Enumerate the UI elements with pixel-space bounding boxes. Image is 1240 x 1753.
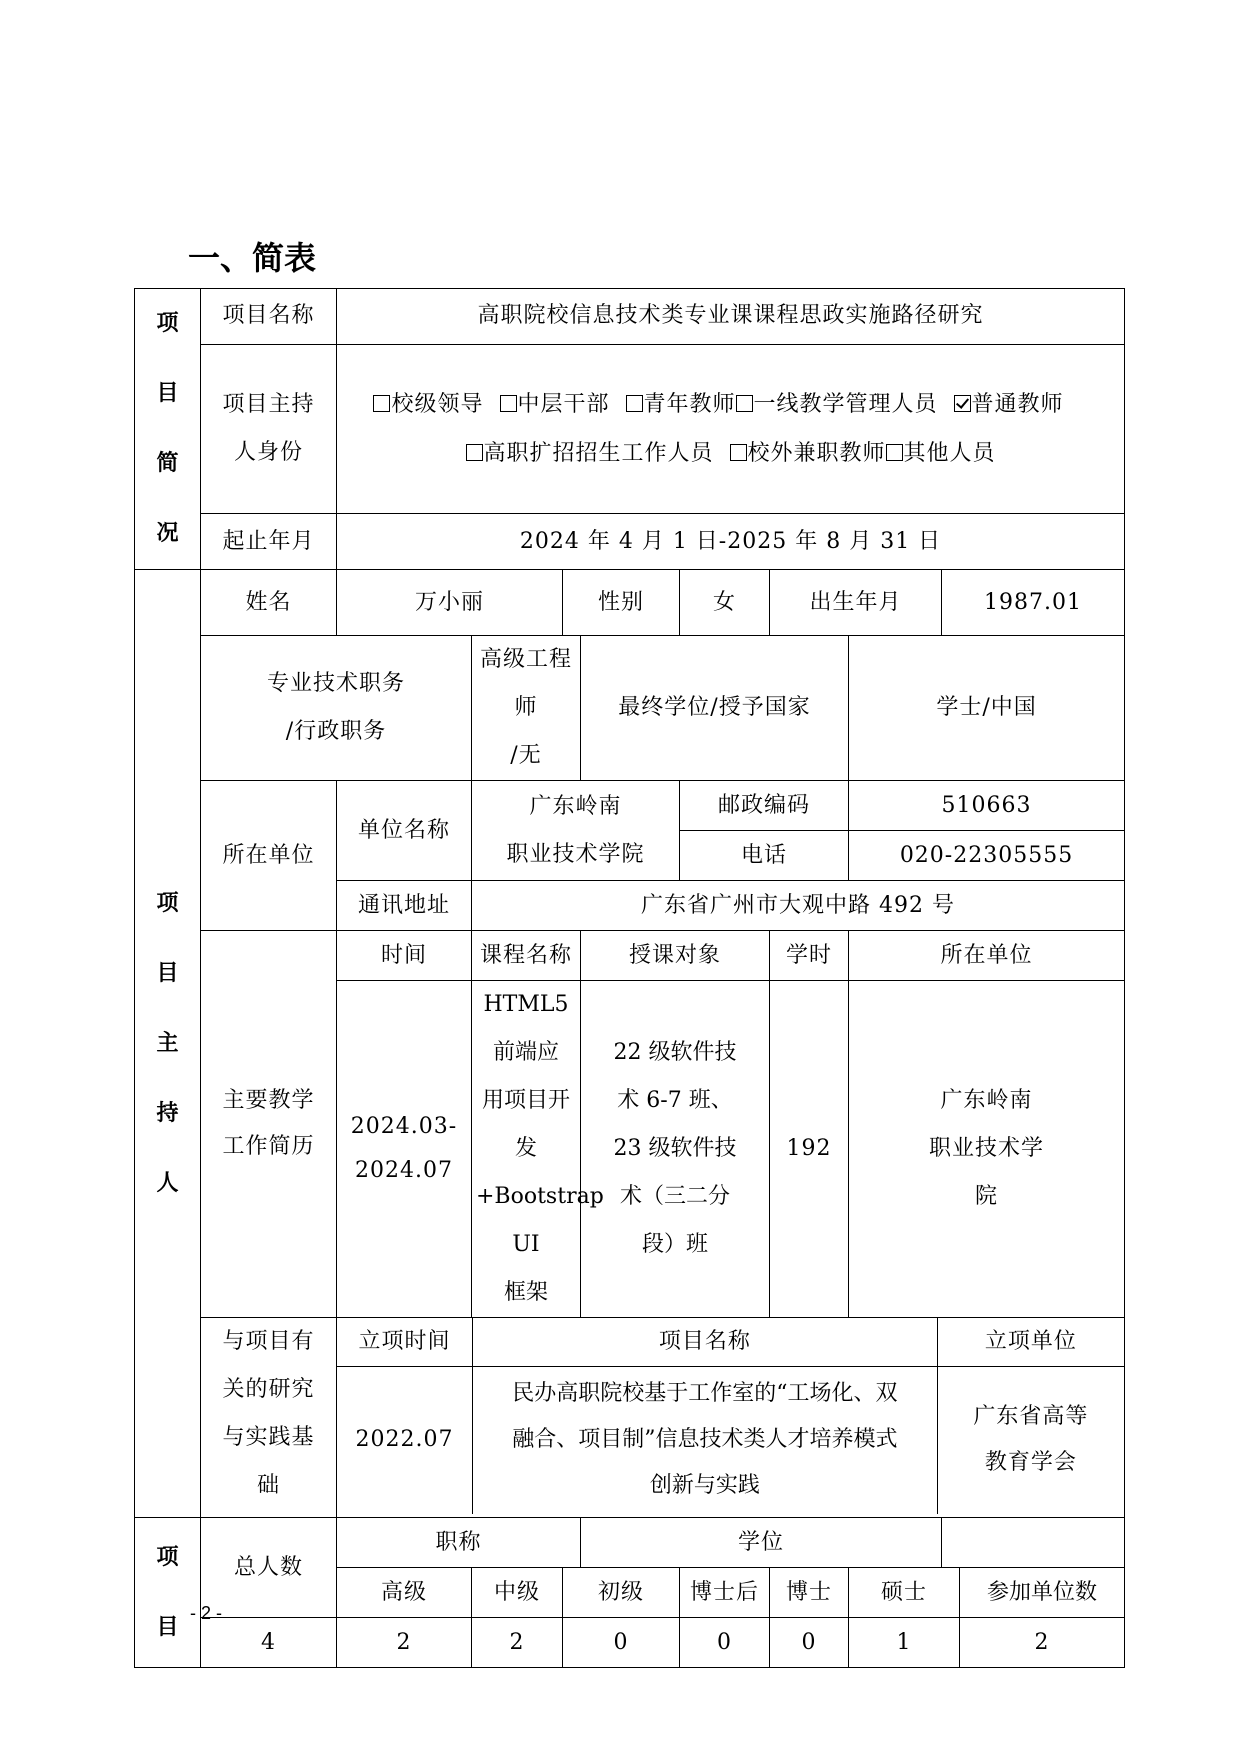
- title-label-line-1: 专业技术职务: [266, 671, 405, 696]
- identity-option-label: 普通教师: [971, 391, 1064, 417]
- identity-option-label: 校外兼职教师: [747, 440, 886, 466]
- checkbox-icon[interactable]: [626, 395, 643, 412]
- host-identity-label-text: 项目主持人身份: [222, 391, 315, 465]
- host-identity-row: [135, 344, 1125, 513]
- identity-option[interactable]: [466, 441, 714, 466]
- host-title-row: [135, 636, 1125, 781]
- gender-value: 女: [680, 570, 770, 636]
- value-master: 1: [849, 1618, 960, 1668]
- header-master: 硕士: [849, 1568, 960, 1618]
- section-heading: 一、简表: [188, 239, 317, 277]
- host-identity-options: [337, 344, 1125, 513]
- teaching-unit-line: 职业技术学: [929, 1136, 1045, 1161]
- teaching-time-line-1: 2024.03-: [350, 1114, 458, 1139]
- teaching-label-line-1: 主要教学: [222, 1088, 315, 1113]
- research-label-line: 与实践基: [222, 1425, 315, 1450]
- teaching-audience-line: 23 级软件技: [613, 1136, 737, 1161]
- header-junior: 初级: [563, 1568, 680, 1618]
- phone-label: 电话: [680, 831, 849, 881]
- research-unit: [937, 1366, 1124, 1514]
- section-team-text: 项目: [156, 1544, 180, 1640]
- degree-group-label: 学位: [581, 1518, 942, 1568]
- checkbox-icon[interactable]: [466, 444, 483, 461]
- section-overview-text: 项目简况: [156, 311, 180, 546]
- birth-value: 1987.01: [942, 570, 1125, 636]
- total-label: 总人数: [201, 1518, 337, 1618]
- header-phd: 博士: [770, 1568, 849, 1618]
- teaching-label-line-2: 工作简历: [222, 1134, 315, 1159]
- period-value: 2024 年 4 月 1 日-2025 年 8 月 31 日: [337, 514, 1125, 570]
- teaching-audience-line: 术 6-7 班、: [617, 1088, 733, 1113]
- teaching-unit-line: 院: [975, 1184, 999, 1209]
- research-header-name: 项目名称: [473, 1318, 938, 1366]
- checkbox-icon[interactable]: [730, 444, 747, 461]
- checkbox-icon[interactable]: [886, 444, 903, 461]
- host-identity-label: [201, 344, 337, 513]
- value-junior: 0: [563, 1618, 680, 1668]
- unit-name-line-1: 广东岭南: [529, 793, 622, 819]
- title-group-label: 职称: [337, 1518, 581, 1568]
- header-units: 参加单位数: [960, 1568, 1125, 1618]
- identity-option[interactable]: [730, 441, 886, 466]
- degree-label: 最终学位/授予国家: [581, 636, 849, 781]
- teaching-course: [472, 981, 604, 1318]
- header-postdoc: 博士后: [680, 1568, 770, 1618]
- unit-name-line-2: 职业技术学院: [506, 841, 645, 867]
- host-name-value: 万小丽: [337, 570, 563, 636]
- identity-option[interactable]: [373, 392, 483, 417]
- checkbox-icon[interactable]: [736, 395, 753, 412]
- identity-option-label: 中层干部: [517, 391, 610, 417]
- birth-label: 出生年月: [770, 570, 942, 636]
- title-value: [472, 636, 581, 781]
- teaching-hours: 192: [770, 981, 849, 1318]
- teaching-header-unit: 所在单位: [849, 931, 1125, 981]
- research-name: [473, 1366, 938, 1514]
- research-label-line: 础: [256, 1473, 280, 1498]
- teaching-header-hours: 学时: [770, 931, 849, 981]
- header-middle: 中级: [472, 1568, 563, 1618]
- section-team-label: [135, 1518, 201, 1668]
- checkbox-icon[interactable]: [500, 395, 517, 412]
- identity-option-label: 其他人员: [903, 440, 996, 466]
- host-name-label: 姓名: [201, 570, 337, 636]
- phone-value: 020-22305555: [849, 831, 1125, 881]
- research-name-line: 创新与实践: [649, 1473, 760, 1499]
- teaching-course-line: HTML5 前端应: [483, 992, 569, 1065]
- teaching-audience-line: 术（三二分: [619, 1184, 730, 1209]
- postcode-value: 510663: [849, 781, 1125, 831]
- teaching-audience: [581, 981, 770, 1318]
- title-label-line-2: /行政职务: [285, 719, 387, 744]
- identity-option[interactable]: [954, 392, 1064, 417]
- research-name-line: 民办高职院校基于工作室的“工场化、双: [512, 1381, 898, 1407]
- unit-row-1: [135, 781, 1125, 831]
- period-row: [135, 514, 1125, 570]
- research-unit-line: 广东省高等: [973, 1404, 1089, 1430]
- identity-option-label: 一线教学管理人员: [753, 391, 938, 417]
- identity-option[interactable]: [500, 392, 610, 417]
- section-overview-label: [135, 289, 201, 570]
- research-header-time: 立项时间: [337, 1318, 473, 1366]
- title-value-line-2: /无: [510, 743, 542, 768]
- address-label: 通讯地址: [337, 881, 472, 931]
- research-header-unit: 立项单位: [937, 1318, 1124, 1366]
- summary-table: [134, 288, 1125, 1668]
- identity-option[interactable]: [626, 392, 736, 417]
- teaching-header-time: 时间: [337, 931, 472, 981]
- team-group-empty: [942, 1518, 1125, 1568]
- team-group-row: [135, 1518, 1125, 1568]
- section-host-text: 项目主持人: [156, 890, 180, 1196]
- value-postdoc: 0: [680, 1618, 770, 1668]
- teaching-unit: [849, 981, 1125, 1318]
- team-value-row: [135, 1618, 1125, 1668]
- period-label: 起止年月: [201, 514, 337, 570]
- teaching-course-line: 框架: [503, 1280, 548, 1305]
- value-units: 2: [960, 1618, 1125, 1668]
- teaching-header-course: 课程名称: [472, 931, 581, 981]
- value-senior: 2: [337, 1618, 472, 1668]
- title-value-line-1: 高级工程师: [479, 647, 572, 720]
- project-name-row: [135, 289, 1125, 345]
- research-label-line: 与项目有: [222, 1329, 315, 1354]
- teaching-course-line: +Bootstrap UI: [476, 1184, 604, 1257]
- teaching-time-line-2: 2024.07: [355, 1158, 453, 1183]
- research-label-line: 关的研究: [222, 1377, 315, 1402]
- project-name-label: 项目名称: [201, 289, 337, 345]
- host-basic-row: [135, 570, 1125, 636]
- identity-option-label: 青年教师: [643, 391, 736, 417]
- value-total: 4: [201, 1618, 337, 1668]
- degree-value: 学士/中国: [849, 636, 1125, 781]
- teaching-header-row: [135, 931, 1125, 981]
- title-label: [201, 636, 472, 781]
- identity-option-label: 校级领导: [391, 391, 484, 417]
- checked-checkbox-icon[interactable]: [954, 395, 971, 412]
- research-label: [201, 1318, 337, 1518]
- teaching-time: [337, 981, 472, 1318]
- research-time: 2022.07: [337, 1366, 473, 1514]
- teaching-course-line: 用项目开发: [481, 1088, 570, 1161]
- page-number: - 2 -: [190, 1603, 223, 1623]
- postcode-label: 邮政编码: [680, 781, 849, 831]
- unit-name-value: [472, 781, 680, 881]
- unit-label: 所在单位: [201, 781, 337, 931]
- research-unit-line: 教育学会: [984, 1450, 1077, 1476]
- identity-option-label: 高职扩招招生工作人员: [483, 440, 714, 466]
- teaching-label: [201, 931, 337, 1318]
- project-name-value: 高职院校信息技术类专业课课程思政实施路径研究: [337, 289, 1125, 345]
- teaching-unit-line: 广东岭南: [940, 1088, 1033, 1113]
- research-subtable: [337, 1318, 1124, 1514]
- teaching-header-audience: 授课对象: [581, 931, 770, 981]
- checkbox-icon[interactable]: [373, 395, 390, 412]
- research-subtable-cell: [337, 1318, 1125, 1518]
- research-row: [135, 1318, 1125, 1518]
- value-phd: 0: [770, 1618, 849, 1668]
- identity-option[interactable]: [736, 392, 938, 417]
- gender-label: 性别: [563, 570, 680, 636]
- section-host-label: [135, 570, 201, 1518]
- teaching-audience-line: 段）班: [641, 1232, 708, 1257]
- header-senior: 高级: [337, 1568, 472, 1618]
- identity-option[interactable]: [886, 441, 996, 466]
- research-name-line: 融合、项目制”信息技术类人才培养模式: [512, 1427, 898, 1453]
- address-value: 广东省广州市大观中路 492 号: [472, 881, 1125, 931]
- teaching-audience-line: 22 级软件技: [613, 1040, 737, 1065]
- unit-name-label: 单位名称: [337, 781, 472, 881]
- value-middle: 2: [472, 1618, 563, 1668]
